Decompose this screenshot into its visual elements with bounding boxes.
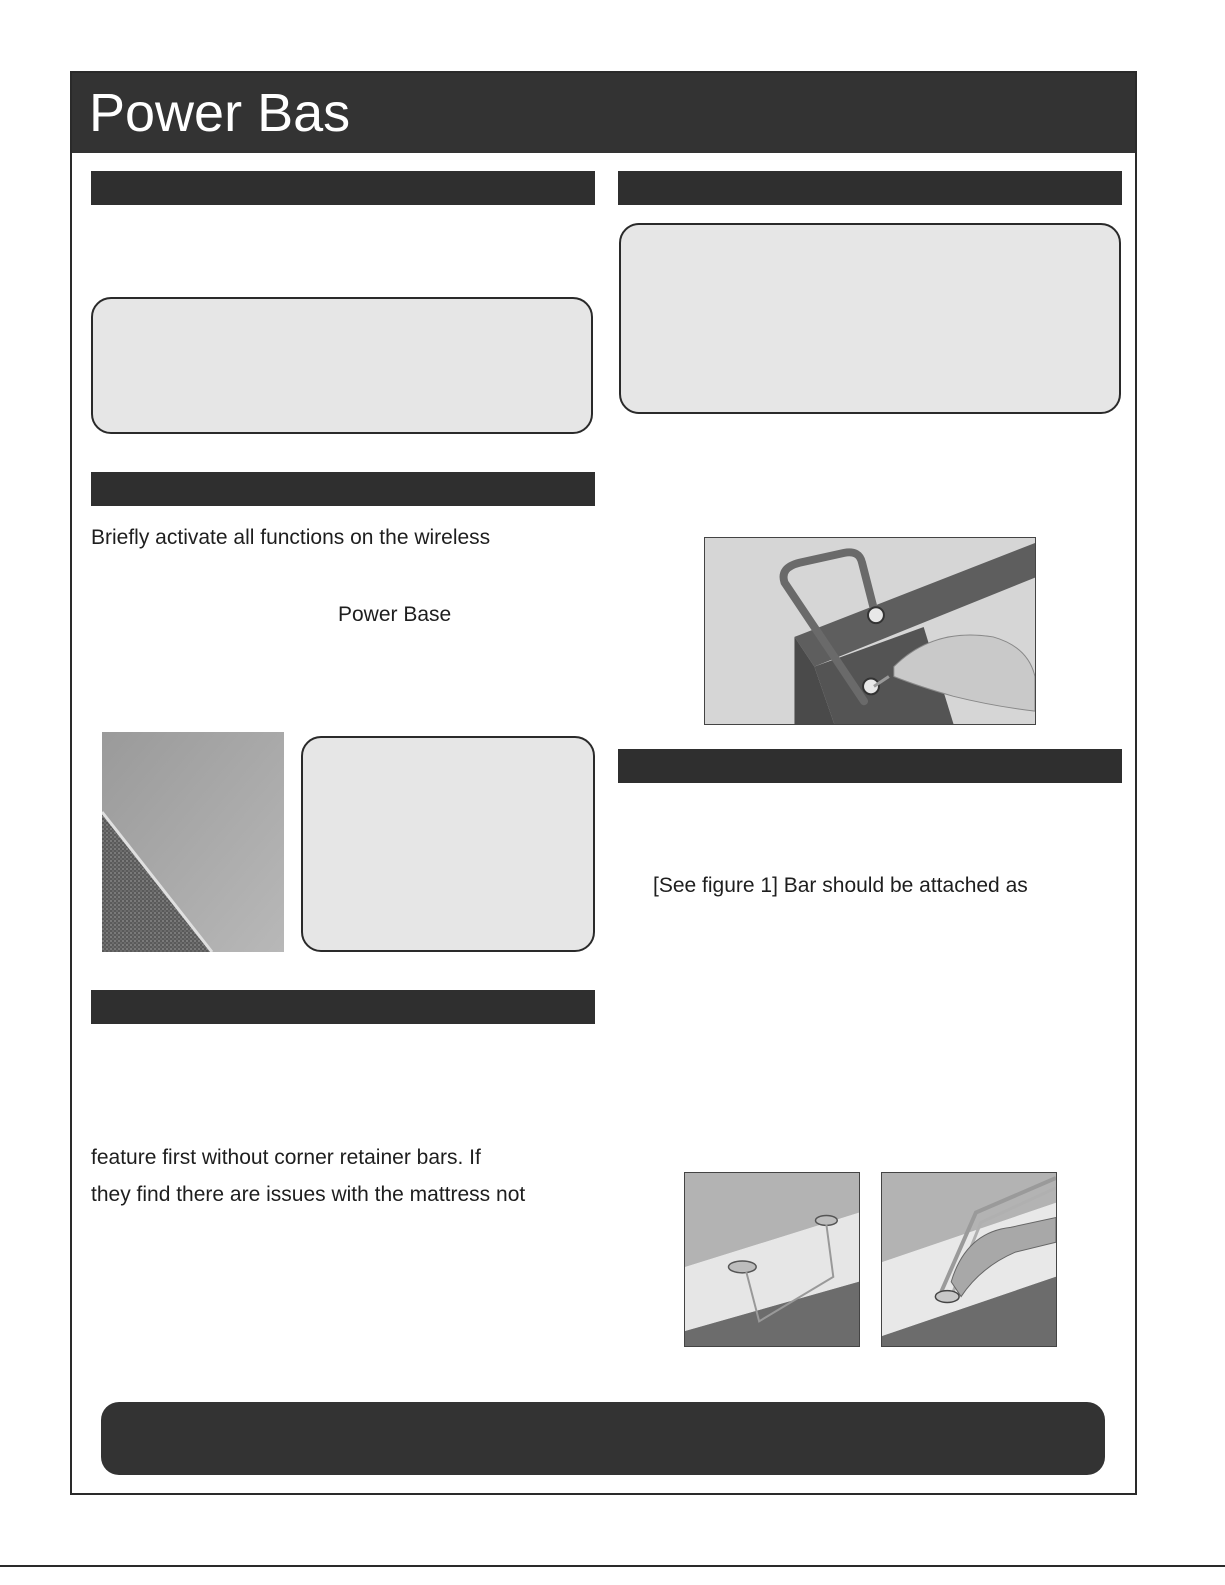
note-box-left-2 — [301, 736, 595, 952]
section-header-bar-left-2 — [91, 472, 595, 506]
page-bottom-rule — [0, 1565, 1225, 1567]
section-header-bar-right-2 — [618, 749, 1122, 783]
bar-attached-photo-1 — [684, 1172, 860, 1347]
section-header-bar-right-1 — [618, 171, 1122, 205]
instruction-text-wireless: Briefly activate all functions on the wireless — [91, 526, 491, 549]
section-header-bar-left-3 — [91, 990, 595, 1024]
bar-attached-photo-2 — [881, 1172, 1057, 1347]
mattress-on-carpet-photo — [102, 732, 284, 952]
note-box-left-1 — [91, 297, 593, 434]
power-base-label: Power Base — [338, 603, 452, 626]
page-title-bar — [72, 73, 1135, 153]
section-header-bar-left-1 — [91, 171, 595, 205]
retainer-bar-install-photo — [704, 537, 1036, 725]
retainer-bar-text-line-2: they find there are issues with the mattress not — [91, 1183, 526, 1206]
retainer-bar-text-line-1: feature first without corner retainer bars. If — [91, 1146, 481, 1169]
see-figure-1-text: [See figure 1] Bar should be attached as — [653, 874, 1028, 897]
note-box-right-1 — [619, 223, 1121, 414]
page-title: Power Bas — [89, 83, 351, 143]
footer-banner — [101, 1402, 1105, 1475]
